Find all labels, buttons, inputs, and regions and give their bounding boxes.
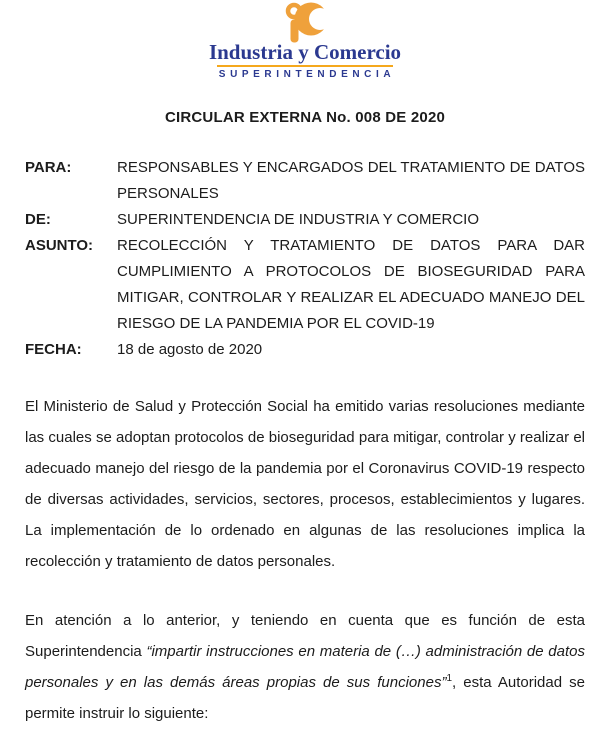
paragraph-2-lead: En atención a lo anterior, y teniendo en cuenta que es función de esta Superintendencia bbox=[25, 612, 585, 660]
meta-value-fecha: 18 de agosto de 2020 bbox=[117, 341, 263, 358]
logo-title: Industria y Comercio bbox=[208, 40, 402, 64]
footnote-marker: 1 bbox=[446, 673, 452, 684]
logo-subtitle: SUPERINTENDENCIA bbox=[218, 69, 396, 80]
meta-label-fecha: FECHA: bbox=[25, 341, 82, 358]
document-title: CIRCULAR EXTERNA No. 008 DE 2020 bbox=[164, 109, 446, 126]
industria-y-comercio-logo-icon bbox=[266, 2, 344, 44]
meta-label-de: DE: bbox=[25, 211, 51, 228]
body-paragraph-1: El Ministerio de Salud y Protección Social ha emitido varias resoluciones mediante las cuales se adoptan protocolos de bioseguridad para mitigar, controlar y realizar el adecuado manejo del riesgo de la pandemia por el Coronavirus COVID-19 respecto de diversas actividades, servicios, sectores, procesos, establecimientos y lugares. La implementación de lo ordenado en algunas de las resoluciones implica la recolección y tratamiento de datos personales. bbox=[25, 398, 585, 570]
meta-value-asunto: RECOLECCIÓN Y TRATAMIENTO DE DATOS PARA DAR CUMPLIMIENTO A PROTOCOLOS DE BIOSEGURIDAD PARA MITIGAR, CONTROLAR Y REALIZAR EL ADECUADO MANEJO DEL RIESGO DE LA PANDEMIA POR EL COVID-19 bbox=[117, 237, 585, 332]
meta-value-de: SUPERINTENDENCIA DE INDUSTRIA Y COMERCIO bbox=[117, 211, 480, 228]
logo-divider bbox=[217, 65, 393, 67]
document-meta bbox=[25, 155, 585, 363]
paragraph-2-tail: , esta Autoridad se permite instruir lo siguiente: bbox=[25, 674, 585, 722]
letterhead bbox=[25, 2, 585, 80]
paragraph-2-quote: “impartir instrucciones en materia de (…) administración de datos personales y en las demás áreas propias de sus funciones” bbox=[25, 643, 585, 691]
body-paragraph-2 bbox=[25, 605, 585, 729]
meta-label-para: PARA: bbox=[25, 159, 72, 176]
meta-label-asunto: ASUNTO: bbox=[25, 237, 94, 254]
meta-value-para: RESPONSABLES Y ENCARGADOS DEL TRATAMIENTO DE DATOS PERSONALES bbox=[117, 159, 585, 202]
